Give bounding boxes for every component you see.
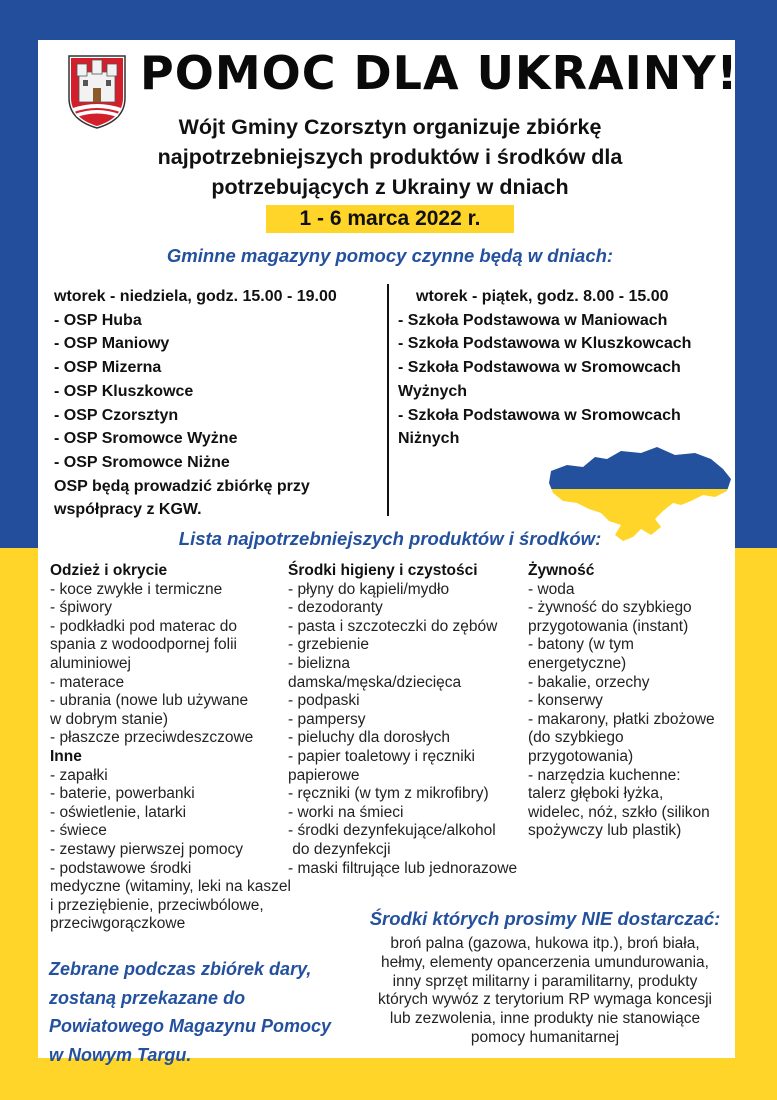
intro-text bbox=[100, 112, 680, 202]
list-item: - dezodoranty bbox=[288, 599, 383, 617]
list-item: - zapałki bbox=[50, 766, 108, 784]
column-divider bbox=[387, 284, 389, 516]
page-title: POMOC DLA UKRAINY! bbox=[140, 46, 739, 100]
list-item: - ręczniki (w tym z mikrofibry) bbox=[288, 785, 489, 803]
warehouses-right-hours: wtorek - piątek, godz. 8.00 - 15.00 bbox=[416, 288, 669, 305]
list-item: aluminiowej bbox=[50, 654, 131, 672]
list-item: papierowe bbox=[288, 766, 360, 784]
warehouse-item: - OSP Sromowce Wyżne bbox=[54, 430, 238, 448]
list-item: - narzędzia kuchenne: bbox=[528, 766, 681, 784]
list-item: spania z wodoodpornej folii bbox=[50, 636, 237, 654]
delivery-note-line: Zebrane podczas zbiórek dary, bbox=[49, 959, 312, 979]
list-item: - pieluchy dla dorosłych bbox=[288, 729, 450, 747]
do-not-bring-line: których wywóz z terytorium RP wymaga koncesji bbox=[378, 991, 712, 1009]
list-item: - woda bbox=[528, 580, 575, 598]
list-heading: Lista najpotrzebniejszych produktów i środków: bbox=[178, 528, 602, 549]
warehouse-item: - Szkoła Podstawowa w Kluszkowcach bbox=[398, 335, 692, 353]
list-item: przygotowania) bbox=[528, 747, 634, 765]
list-item: - batony (w tym bbox=[528, 636, 634, 654]
do-not-bring-line: inny sprzęt militarny i paramilitarny, produkty bbox=[392, 972, 698, 990]
warehouses-right-column bbox=[398, 285, 691, 451]
list-item: - koce zwykłe i termiczne bbox=[50, 580, 223, 598]
list-item: - pampersy bbox=[288, 710, 366, 728]
list-item: - podstawowe środki bbox=[50, 859, 192, 877]
list-item: - baterie, powerbanki bbox=[50, 785, 195, 803]
warehouse-item: Niżnych bbox=[398, 430, 460, 448]
warehouse-item: - Szkoła Podstawowa w Maniowach bbox=[398, 311, 668, 329]
do-not-bring-line: broń palna (gazowa, hukowa itp.), broń biała, bbox=[390, 935, 700, 952]
warehouse-item: - OSP Mizerna bbox=[54, 359, 162, 377]
warehouse-item: - OSP Maniowy bbox=[54, 335, 170, 353]
warehouses-left-note: współpracy z KGW. bbox=[54, 501, 202, 519]
warehouse-item: - OSP Huba bbox=[54, 311, 142, 329]
list-item: - konserwy bbox=[528, 692, 603, 710]
list-item: - oświetlenie, latarki bbox=[50, 803, 187, 821]
list-item: przeciwgorączkowe bbox=[50, 915, 186, 933]
list-column-title: Odzież i okrycie bbox=[50, 562, 168, 579]
list-item: w dobrym stanie) bbox=[50, 710, 169, 728]
list-item: - środki dezynfekujące/alkohol bbox=[288, 822, 496, 840]
warehouse-item: - Szkoła Podstawowa w Sromowcach bbox=[398, 359, 681, 377]
list-item: - makarony, płatki zbożowe bbox=[528, 710, 715, 728]
list-item: - bakalie, orzechy bbox=[528, 673, 650, 691]
list-item: - śpiwory bbox=[50, 599, 113, 617]
list-item: - podpaski bbox=[288, 692, 360, 710]
warehouse-item: - Szkoła Podstawowa w Sromowcach bbox=[398, 406, 681, 424]
list-column-title: Żywność bbox=[528, 562, 595, 579]
list-column-title: Inne bbox=[50, 747, 82, 765]
collection-dates: 1 - 6 marca 2022 r. bbox=[299, 207, 481, 230]
list-item: - bielizna bbox=[288, 654, 351, 672]
do-not-bring-line: pomocy humanitarnej bbox=[470, 1028, 620, 1046]
list-item: - żywność do szybkiego bbox=[528, 599, 692, 617]
list-item: i przeziębienie, przeciwbólowe, bbox=[50, 896, 264, 914]
warehouse-item: - OSP Kluszkowce bbox=[54, 382, 194, 400]
delivery-note-line: w Nowym Targu. bbox=[49, 1044, 192, 1065]
intro-line: potrzebujących z Ukrainy w dniach bbox=[211, 175, 569, 199]
warehouses-heading: Gminne magazyny pomocy czynne będą w dniach: bbox=[166, 245, 614, 266]
warehouse-item: - OSP Czorsztyn bbox=[54, 406, 179, 424]
do-not-bring-text bbox=[355, 935, 735, 1048]
list-item: - świece bbox=[50, 822, 107, 840]
list-item: (do szybkiego bbox=[528, 729, 624, 747]
list-item: talerz głęboki łyżka, bbox=[528, 785, 664, 803]
delivery-note bbox=[49, 955, 359, 1069]
list-item: spożywczy lub plastik) bbox=[528, 822, 682, 840]
list-column-food bbox=[528, 562, 715, 841]
delivery-note-line: Powiatowego Magazynu Pomocy bbox=[49, 1016, 332, 1036]
warehouses-left-hours: wtorek - niedziela, godz. 15.00 - 19.00 bbox=[54, 288, 337, 305]
intro-line: Wójt Gminy Czorsztyn organizuje zbiórkę bbox=[178, 115, 602, 139]
list-item: - maski filtrujące lub jednorazowe bbox=[288, 859, 518, 877]
list-item: - papier toaletowy i ręczniki bbox=[288, 747, 475, 765]
list-item: medyczne (witaminy, leki na kaszel bbox=[50, 878, 291, 896]
list-column-clothing bbox=[50, 562, 291, 934]
list-item: - płyny do kąpieli/mydło bbox=[288, 580, 450, 598]
list-item: - materace bbox=[50, 673, 125, 691]
list-item: widelec, nóż, szkło (silikon bbox=[528, 803, 710, 821]
list-column-title: Środki higieny i czystości bbox=[288, 562, 478, 579]
list-item: - worki na śmieci bbox=[288, 803, 404, 821]
intro-line: najpotrzebniejszych produktów i środków dla bbox=[157, 145, 623, 169]
do-not-bring-line: lub zezwolenia, inne produkty nie stanowiące bbox=[389, 1010, 701, 1028]
do-not-bring-line: hełmy, elementy opancerzenia umundurowania, bbox=[381, 953, 709, 971]
list-item: do dezynfekcji bbox=[288, 840, 391, 858]
warehouse-item: - OSP Sromowce Niżne bbox=[54, 453, 230, 471]
list-item: - płaszcze przeciwdeszczowe bbox=[50, 729, 254, 747]
list-item: energetyczne) bbox=[528, 654, 627, 672]
list-item: - grzebienie bbox=[288, 636, 369, 654]
do-not-bring-heading: Środki których prosimy NIE dostarczać: bbox=[369, 908, 721, 929]
warehouse-item: Wyżnych bbox=[398, 382, 468, 400]
list-item: - ubrania (nowe lub używane bbox=[50, 692, 249, 710]
list-column-hygiene bbox=[288, 562, 517, 878]
list-item: - podkładki pod materac do bbox=[50, 617, 237, 635]
list-item: damska/męska/dziecięca bbox=[288, 673, 462, 691]
warehouses-left-note: OSP będą prowadzić zbiórkę przy bbox=[54, 477, 310, 495]
list-item: przygotowania (instant) bbox=[528, 617, 689, 635]
delivery-note-line: zostaną przekazane do bbox=[49, 987, 246, 1008]
list-item: - zestawy pierwszej pomocy bbox=[50, 840, 243, 858]
list-item: - pasta i szczoteczki do zębów bbox=[288, 617, 498, 635]
warehouses-left-column bbox=[54, 285, 337, 522]
